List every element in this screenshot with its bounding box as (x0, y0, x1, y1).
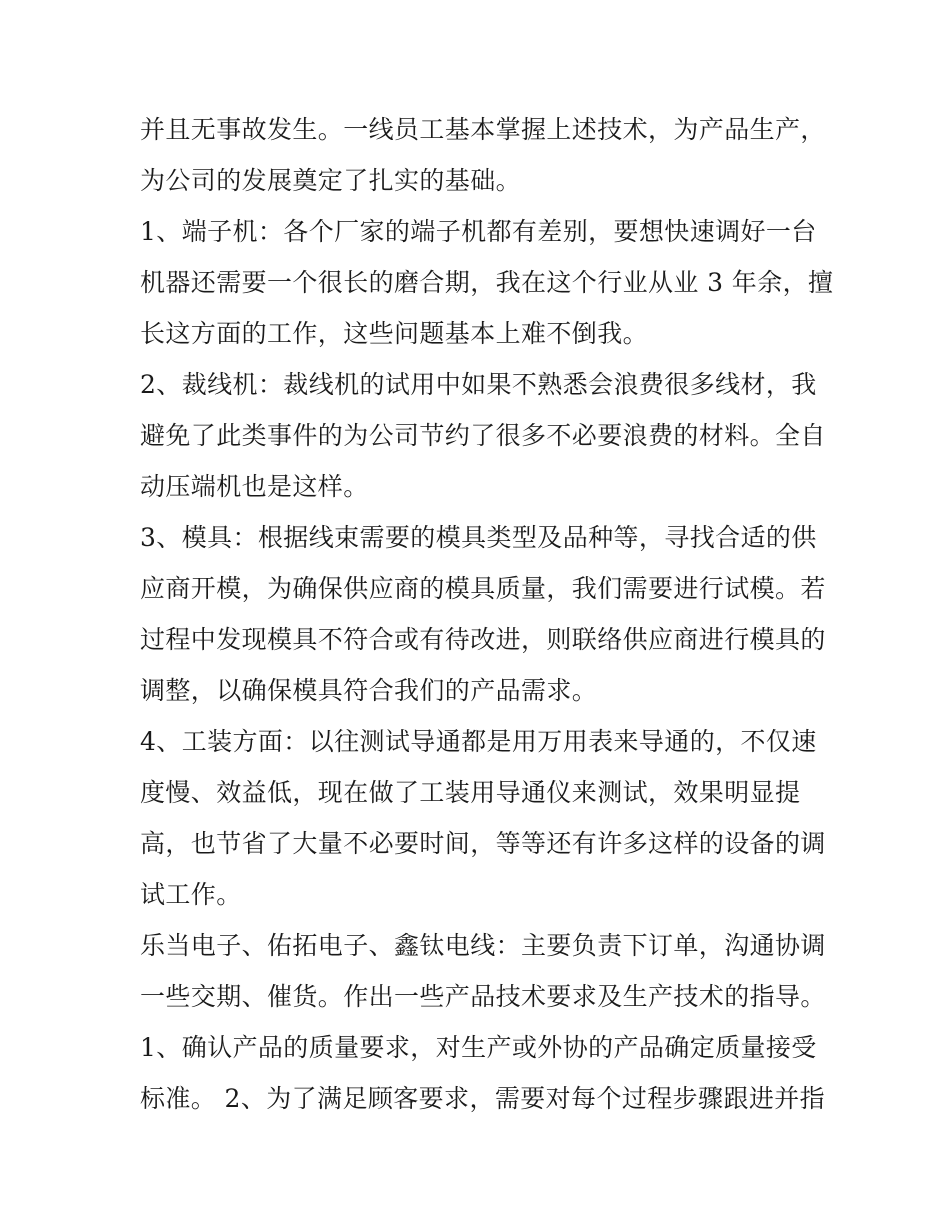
text-line: 机器还需要一个很长的磨合期，我在这个行业从业 3 年余，擅 (140, 268, 834, 297)
text-line: 2、裁线机：裁线机的试用中如果不熟悉会浪费很多线材，我 (140, 370, 817, 399)
text-line: 试工作。 (140, 880, 242, 909)
text-line: 1、确认产品的质量要求，对生产或外协的产品确定质量接受 (140, 1033, 817, 1062)
text-line: 1、端子机：各个厂家的端子机都有差别，要想快速调好一台 (140, 217, 817, 246)
text-line: 乐当电子、佑拓电子、鑫钛电线：主要负责下订单，沟通协调 (140, 931, 826, 960)
text-line: 高，也节省了大量不必要时间，等等还有许多这样的设备的调 (140, 829, 826, 858)
text-line: 并且无事故发生。一线员工基本掌握上述技术，为产品生产， (140, 115, 826, 144)
text-line: 3、模具：根据线束需要的模具类型及品种等，寻找合适的供 (140, 523, 817, 552)
text-line: 为公司的发展奠定了扎实的基础。 (140, 166, 522, 195)
text-line: 一些交期、催货。作出一些产品技术要求及生产技术的指导。 (140, 982, 826, 1011)
text-line: 过程中发现模具不符合或有待改进，则联络供应商进行模具的 (140, 625, 826, 654)
text-line: 避免了此类事件的为公司节约了很多不必要浪费的材料。全自 (140, 421, 826, 450)
text-line: 长这方面的工作，这些问题基本上难不倒我。 (140, 319, 649, 348)
text-line: 度慢、效益低，现在做了工装用导通仪来测试，效果明显提 (140, 778, 801, 807)
text-line: 调整，以确保模具符合我们的产品需求。 (140, 676, 598, 705)
text-line: 应商开模，为确保供应商的模具质量，我们需要进行试模。若 (140, 574, 826, 603)
text-line: 标准。 2、为了满足顾客要求，需要对每个过程步骤跟进并指 (140, 1084, 826, 1113)
document-body (140, 104, 834, 1124)
text-line: 4、工装方面：以往测试导通都是用万用表来导通的，不仅速 (140, 727, 817, 756)
text-line: 动压端机也是这样。 (140, 472, 369, 501)
